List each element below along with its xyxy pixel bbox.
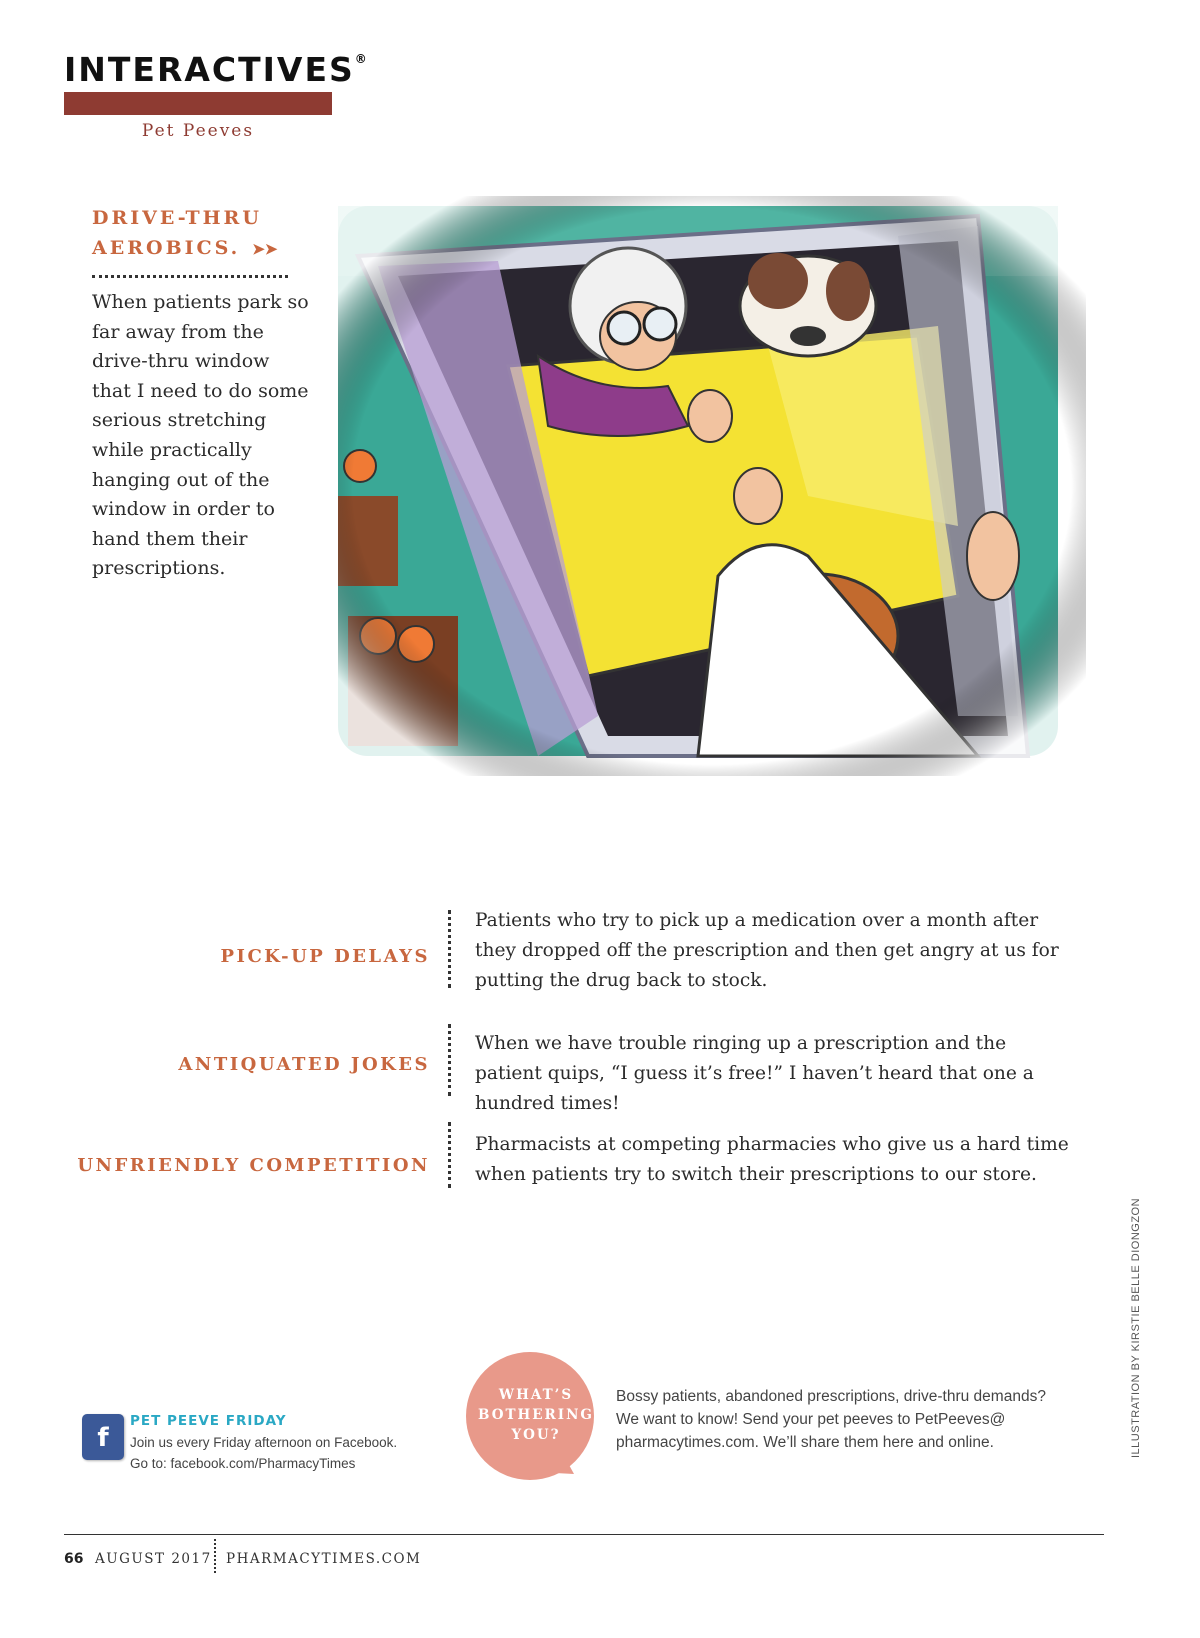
footer-divider [214,1539,216,1573]
callout-line2: We want to know! Send your pet peeves to PetPeeves@ [616,1411,1006,1428]
drive-thru-illustration [338,196,1086,776]
double-arrow-icon: ➤➤ [252,240,278,258]
peeve-label-antiquated-jokes: ANTIQUATED JOKES [178,1054,430,1075]
footer-rule [64,1534,1104,1535]
masthead-title-text: INTERACTIVES [64,50,355,89]
drive-thru-heading-line2: AEROBICS. [92,237,241,259]
facebook-icon[interactable]: f [82,1414,124,1460]
masthead-bar [64,92,332,115]
bubble-line2: BOTHERING [478,1407,594,1423]
dotted-divider [92,275,288,278]
peeve-label-unfriendly-competition: UNFRIENDLY COMPETITION [77,1155,430,1176]
callout-line1: Bossy patients, abandoned prescriptions, drive-thru demands? [616,1388,1046,1405]
peeve-divider [448,910,451,988]
peeve-text-unfriendly-competition: Pharmacists at competing pharmacies who give us a hard time when patients try to switch their prescriptions to our store. [475,1134,1069,1185]
callout-copy [616,1385,1066,1454]
facebook-line1: Join us every Friday afternoon on Facebook. [130,1435,398,1450]
drive-thru-heading-line1: DRIVE-THRU [92,207,262,229]
bubble-line1: WHAT’S [498,1387,574,1403]
page-number: 66 [64,1551,84,1567]
bubble-text [466,1385,606,1445]
peeve-text-pickup-delays: Patients who try to pick up a medication over a month after they dropped off the prescription and then get angry at us for putting the drug back to stock. [475,910,1059,991]
section-label: Pet Peeves [141,121,255,141]
pet-peeve-friday-title: PET PEEVE FRIDAY [130,1413,287,1429]
site-link[interactable]: PHARMACYTIMES.COM [226,1551,422,1567]
bubble-line3: YOU? [511,1427,561,1443]
peeve-divider [448,1122,451,1188]
peeve-label-pickup-delays: PICK-UP DELAYS [220,946,430,967]
issue-date: AUGUST 2017 [95,1551,212,1567]
masthead-title [64,50,369,89]
peeve-text-antiquated-jokes: When we have trouble ringing up a prescription and the patient quips, “I guess it’s free!” I haven’t heard that one a hundred times! [475,1033,1034,1114]
peeve-divider [448,1024,451,1096]
facebook-line2: Go to: facebook.com/PharmacyTimes [130,1456,356,1471]
drive-thru-heading [92,203,277,264]
illustration-credit: ILLUSTRATION BY KIRSTIE BELLE DIONGZON [1130,1197,1142,1458]
callout-line3: pharmacytimes.com. We’ll share them here and online. [616,1434,994,1451]
drive-thru-body: When patients park so far away from the drive-thru window that I need to do some serious stretching while practically hanging out of the window in order to hand them their prescriptions. [92,291,309,580]
registered-mark: ® [354,52,369,66]
